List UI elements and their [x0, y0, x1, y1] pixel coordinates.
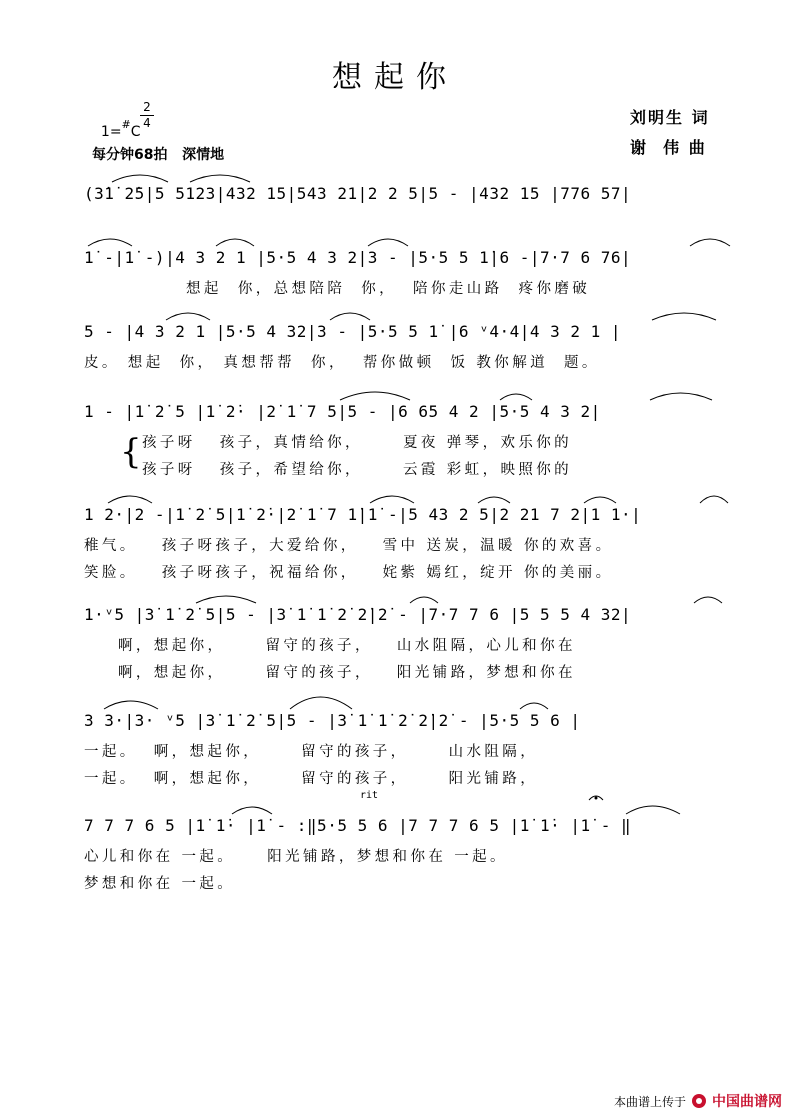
notation-line-2: 1̇ -|1̇ -)|4 3 2 1 |5·5 4 3 2|3 - |5·5 5 1̇|6 -|7·7 6 76| [84, 248, 632, 267]
notation-line-4: 1 - |1̇ 2̇ 5 |1̇ 2̇· |2̇ 1̇ 7 5|5 - |6 65 4 2 |5·5 4 3 2| [84, 402, 601, 421]
slur-18 [196, 596, 256, 603]
slur-14 [370, 496, 414, 503]
notation-line-8: 7 7 7 6 5 |1̇ 1̇· |1̇ - :‖5·5 5 6 |7 7 7 6 5 |1̇ 1̇· |1̇ - ‖ [84, 816, 632, 835]
slur-5 [368, 239, 408, 246]
time-unit: 4 [143, 116, 151, 130]
notation-line-5: 1 2·|2 -|1̇ 2̇ 5|1̇ 2̇·|2̇ 1̇ 7 1̇|1̇ -|5 43 2 5|2 21 7 2|1 1·| [84, 505, 642, 524]
slur-21 [104, 701, 158, 709]
notation-line-1: (3̇1̇ 2̇5|5 5123|432 15|543 21|2 2 5|5 - |432 15 |776 57| [84, 184, 632, 203]
lyric-line-5a: 稚气。 孩子呀孩子，大爱给你， 雪中 送炭，温暖 你的欢喜。 [84, 538, 614, 554]
key-prefix: 1= [100, 124, 122, 140]
slur-10 [340, 392, 410, 400]
slur-9 [652, 313, 716, 320]
upload-text: 本曲谱上传于 [613, 1094, 686, 1109]
tempo-marking: 每分钟68拍 深情地 [92, 147, 225, 163]
slur-25 [626, 806, 680, 814]
slur-15 [478, 497, 510, 503]
slur-16 [584, 497, 616, 503]
notation-line-7: 3 3·|3· ᵛ5 |3̇ 1̇ 2̇ 5|5 - |3̇ 1̇ 1̇ 2̇ 2̇|2̇ - |5·5 5 6 | [84, 711, 581, 730]
lyric-line-8a: 心儿和你在 一起。 阳光铺路，梦想和你在 一起。 [84, 849, 508, 865]
slur-12 [650, 393, 712, 400]
slur-13 [108, 496, 152, 503]
lyric-line-6b: 啊，想起你， 留守的孩子， 阳光铺路，梦想和你在 [118, 665, 576, 681]
slur-7 [166, 313, 210, 320]
slur-17 [700, 496, 728, 503]
slur-1 [112, 175, 168, 182]
lyric-line-4a: 孩子呀 孩子，真情给你， 夏夜 弹琴，欢乐你的 [142, 435, 573, 451]
site-logo-icon [692, 1094, 706, 1108]
rit-marking: rit [360, 790, 379, 801]
slur-2 [190, 175, 250, 182]
slur-20 [694, 597, 722, 603]
lyric-line-4b: 孩子呀 孩子，希望给你， 云霞 彩虹，映照你的 [142, 462, 573, 478]
verse-brace: { [120, 432, 142, 472]
lyric-line-7a: 一起。 啊，想起你， 留守的孩子， 山水阻隔， [84, 744, 539, 760]
song-title: 想起你 [332, 60, 458, 95]
slur-8 [330, 313, 370, 320]
sharp-sign: # [121, 118, 131, 131]
footer-watermark [614, 1091, 782, 1111]
slur-3 [88, 239, 132, 246]
key-note: C [130, 124, 141, 140]
notation-line-3: 5 - |4 3 2 1 |5·5 4 32|3 - |5·5 5 1̇ |6 ᵛ4·4|4 3 2 1 | [84, 322, 622, 341]
site-name: 中国曲谱网 [712, 1094, 782, 1110]
lyric-line-2a: 想起 你，总想陪陪 你， 陪你走山路 疼你磨破 [186, 281, 591, 297]
lyric-line-7b: 一起。 啊，想起你， 留守的孩子， 阳光铺路， [84, 771, 539, 787]
time-beats: 2 [143, 100, 151, 114]
lyric-line-8b: 梦想和你在 一起。 [84, 876, 236, 892]
lyric-line-3a: 皮。 想起 你， 真想帮帮 你， 帮你做顿 饭 教你解道 题。 [84, 355, 600, 371]
slur-24 [232, 807, 272, 814]
composer-credit: 谢 伟 曲 [630, 138, 707, 157]
slur-4 [216, 239, 254, 246]
lyric-line-5b: 笑脸。 孩子呀孩子，祝福给你， 姹紫 嫣红，绽开 你的美丽。 [84, 565, 614, 581]
slur-19 [410, 597, 438, 603]
lyricist-credit: 刘明生 词 [630, 108, 710, 127]
slur-22 [290, 697, 352, 709]
lyric-line-6a: 啊，想起你， 留守的孩子， 山水阻隔，心儿和你在 [118, 638, 576, 654]
notation-line-6: 1·ᵛ5 |3̇ 1̇ 2̇ 5|5 - |3̇ 1̇ 1̇ 2̇ 2̇|2̇ - |7·7 7 6 |5 5 5 4 32| [84, 605, 632, 624]
fermata-dot [595, 797, 598, 800]
slur-11 [500, 394, 532, 400]
slur-6 [690, 239, 730, 246]
slur-23 [520, 703, 548, 709]
